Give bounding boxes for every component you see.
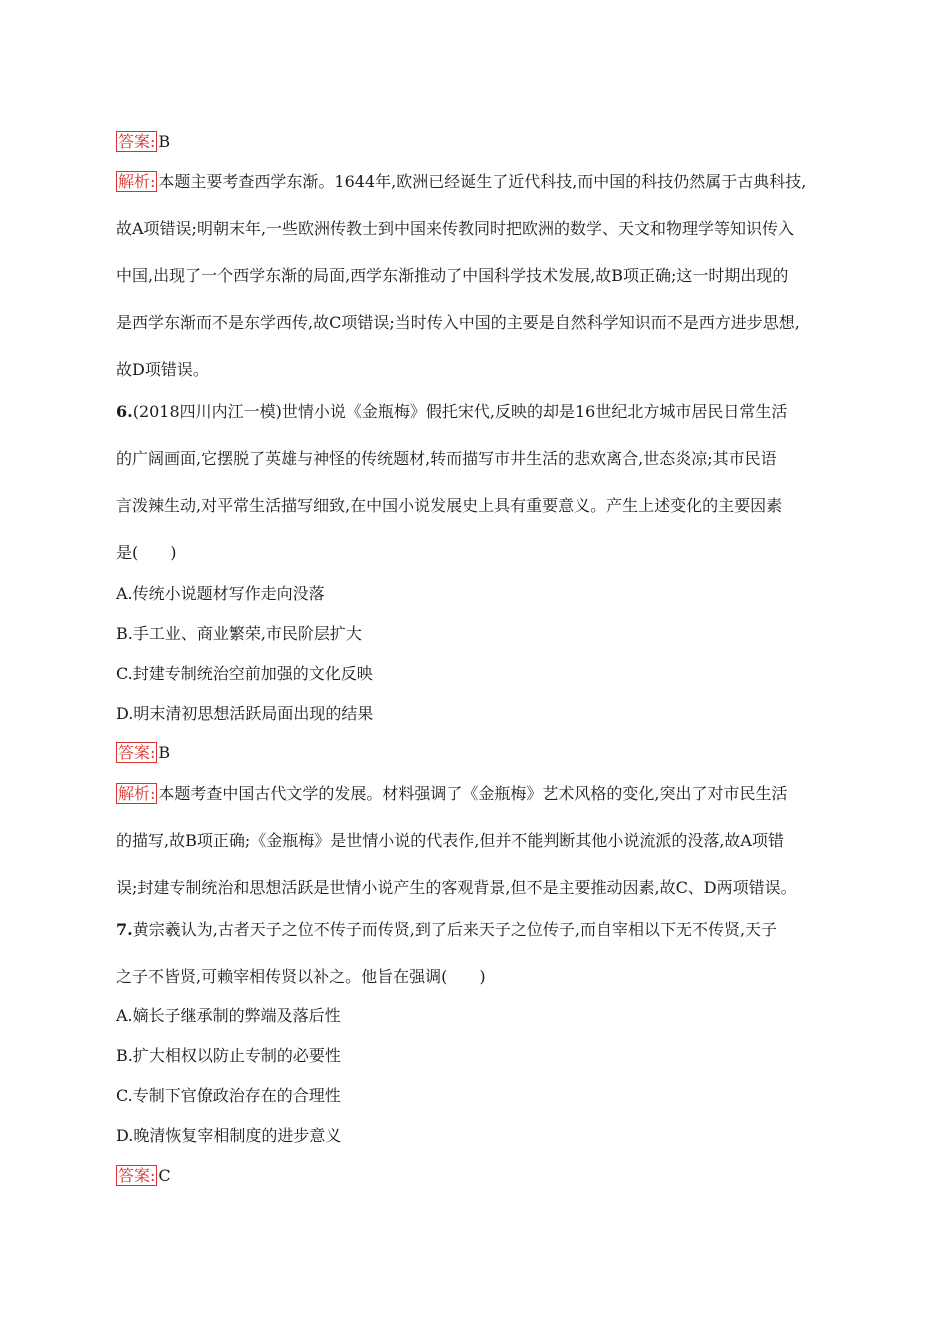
option-d: D.晚清恢复宰相制度的进步意义 — [116, 1126, 342, 1145]
answer-value: C — [158, 1166, 171, 1185]
answer-label: 答案: — [118, 743, 156, 762]
stem-text: 的广阔画面,它摆脱了英雄与神怪的传统题材,转而描写市井生活的悲欢离合,世态炎凉;其市民语 — [116, 449, 777, 468]
stem-text: 黄宗羲认为,古者天子之位不传子而传贤,到了后来天子之位传子,而自宰相以下无不传贤,天子 — [132, 920, 778, 939]
analysis-text: 中国,出现了一个西学东渐的局面,西学东渐推动了中国科学技术发展,故B项正确;这一时期出现的 — [116, 266, 789, 285]
option-b: B.扩大相权以防止专制的必要性 — [116, 1046, 341, 1065]
option-c: C.封建专制统治空前加强的文化反映 — [116, 664, 373, 683]
option-c: C.专制下官僚政治存在的合理性 — [116, 1086, 341, 1105]
analysis-text: 故A项错误;明朝末年,一些欧洲传教士到中国来传教同时把欧洲的数学、天文和物理学等知识传入 — [116, 219, 795, 238]
answer-label: 答案: — [118, 1166, 156, 1185]
analysis-text: 的描写,故B项正确;《金瓶梅》是世情小说的代表作,但并不能判断其他小说流派的没落,故A项错 — [116, 831, 784, 850]
analysis-label: 解析: — [118, 172, 156, 191]
option-d: D.明末清初思想活跃局面出现的结果 — [116, 704, 374, 723]
answer-line — [116, 1166, 171, 1186]
stem-text: (2018四川内江一模)世情小说《金瓶梅》假托宋代,反映的却是16世纪北方城市居民日常生活 — [132, 402, 788, 421]
analysis-line — [116, 784, 788, 804]
question-7-stem — [116, 920, 777, 940]
answer-line — [116, 132, 170, 152]
stem-text: 是( ) — [116, 543, 177, 562]
analysis-line — [116, 172, 806, 192]
option-a: A.传统小说题材写作走向没落 — [116, 584, 325, 603]
analysis-text: 误;封建专制统治和思想活跃是世情小说产生的客观背景,但不是主要推动因素,故C、D两项错误。 — [116, 878, 797, 897]
answer-label: 答案: — [118, 132, 156, 151]
question-number: 7. — [116, 920, 133, 939]
answer-line — [116, 743, 170, 763]
question-6-stem — [116, 402, 787, 422]
question-number: 6. — [116, 402, 133, 421]
option-a: A.嫡长子继承制的弊端及落后性 — [116, 1006, 341, 1025]
analysis-label: 解析: — [118, 784, 156, 803]
analysis-text: 是西学东渐而不是东学西传,故C项错误;当时传入中国的主要是自然科学知识而不是西方进步思想, — [116, 313, 800, 332]
stem-text: 之子不皆贤,可赖宰相传贤以补之。他旨在强调( ) — [116, 967, 486, 986]
analysis-text: 故D项错误。 — [116, 360, 209, 379]
analysis-text: 本题主要考查西学东渐。1644年,欧洲已经诞生了近代科技,而中国的科技仍然属于古典科技, — [158, 172, 807, 191]
option-b: B.手工业、商业繁荣,市民阶层扩大 — [116, 624, 362, 643]
answer-value: B — [158, 743, 171, 762]
analysis-text: 本题考查中国古代文学的发展。材料强调了《金瓶梅》艺术风格的变化,突出了对市民生活 — [158, 784, 788, 803]
answer-value: B — [158, 132, 171, 151]
stem-text: 言泼辣生动,对平常生活描写细致,在中国小说发展史上具有重要意义。产生上述变化的主要因素 — [116, 496, 783, 515]
